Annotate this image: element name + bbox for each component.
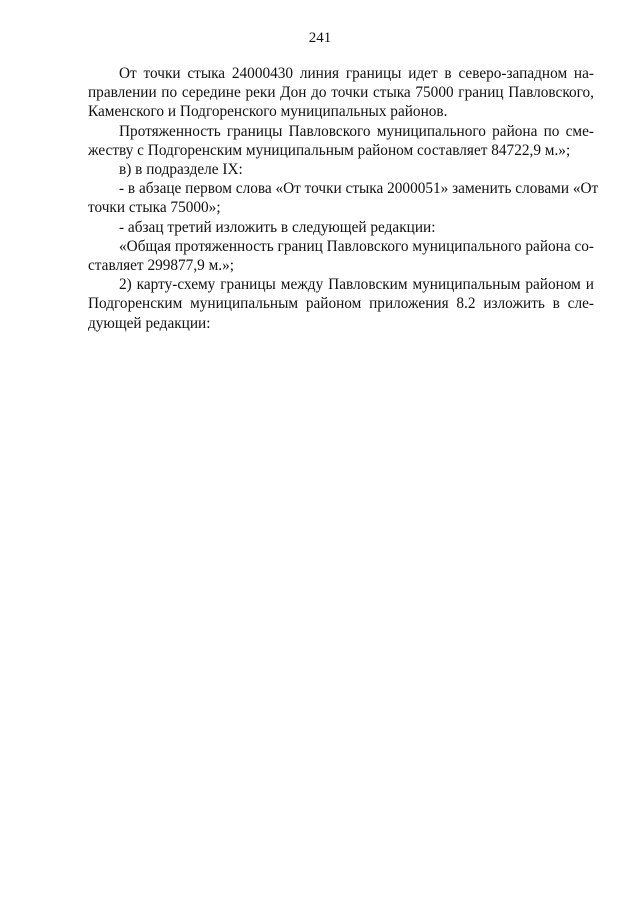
- paragraph-boundary-length: [88, 122, 594, 160]
- paragraph-map-scheme: [88, 275, 594, 333]
- text-line: жеству с Подгоренским муниципальным районом составляет 84722,9 м.»;: [88, 141, 571, 159]
- text-line: Каменского и Подгоренского муниципальных районов.: [88, 103, 448, 121]
- text-line: Подгоренским муниципальным районом приложения 8.2 изложить в сле-: [88, 295, 594, 313]
- text-line: правлении по середине реки Дон до точки стыка 75000 границ Павловского,: [88, 84, 594, 102]
- text-line: 2) карту-схему границы между Павловским муниципальным районом и: [119, 276, 594, 294]
- text-line: точки стыка 75000»;: [88, 199, 221, 217]
- text-line: дующей редакции:: [88, 314, 211, 332]
- paragraph-subsection-ix: [88, 160, 594, 179]
- paragraph-boundary-description: [88, 64, 594, 122]
- paragraph-total-length: [88, 237, 594, 275]
- page-number: 241: [308, 30, 332, 46]
- paragraph-replace-words: [88, 179, 599, 217]
- text-line: - абзац третий изложить в следующей редакции:: [119, 218, 436, 236]
- text-line: ставляет 299877,9 м.»;: [88, 257, 235, 275]
- text-line: Протяженность границы Павловского муниципального района по сме-: [119, 122, 594, 140]
- text-line: «Общая протяженность границ Павловского муниципального района со-: [119, 237, 594, 255]
- text-line: От точки стыка 24000430 линия границы идет в северо-западном на-: [119, 65, 594, 82]
- paragraph-third-abzac: [88, 218, 594, 237]
- text-line: в) в подразделе IX:: [119, 161, 243, 179]
- text-line: - в абзаце первом слова «От точки стыка 2000051» заменить словами «От: [119, 180, 599, 198]
- document-body: [88, 64, 599, 333]
